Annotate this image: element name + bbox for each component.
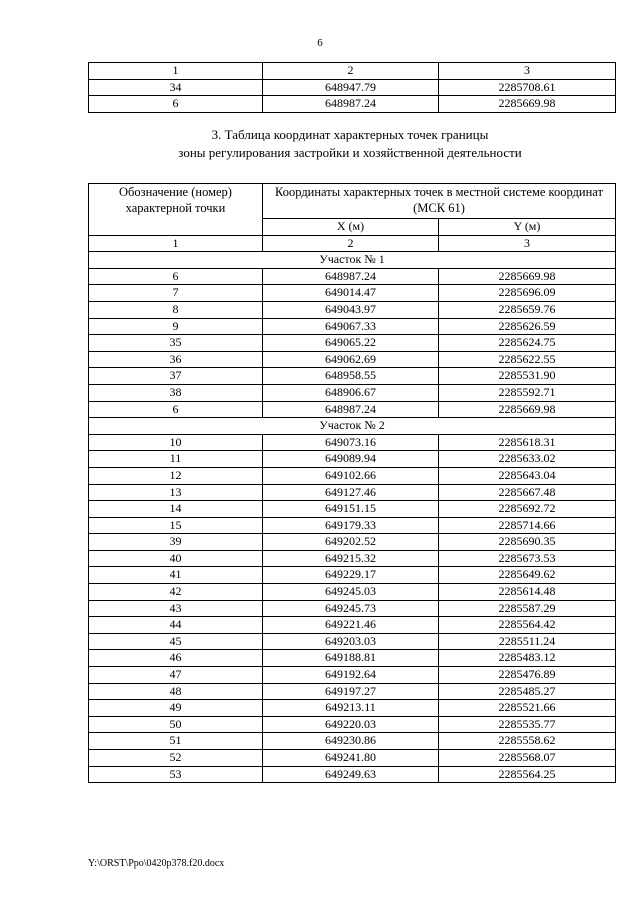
table-row	[89, 633, 616, 650]
point-number-cell: 6	[89, 401, 263, 418]
column-number: 2	[263, 235, 439, 252]
point-number-cell: 6	[89, 96, 263, 113]
point-number-cell: 11	[89, 451, 263, 468]
point-number-cell: 14	[89, 501, 263, 518]
x-coordinate-cell: 649151.15	[263, 501, 439, 518]
x-coordinate-cell: 648947.79	[263, 79, 439, 96]
point-number-cell: 13	[89, 484, 263, 501]
point-number-cell: 48	[89, 683, 263, 700]
x-coordinate-cell: 649197.27	[263, 683, 439, 700]
page-number: 6	[317, 37, 323, 49]
table-row	[89, 617, 616, 634]
table-row	[89, 550, 616, 567]
coordinates-header: Координаты характерных точек в местной системе координат (МСК 61)	[263, 184, 616, 219]
point-number-cell: 47	[89, 667, 263, 684]
y-coordinate-cell: 2285643.04	[439, 467, 616, 484]
x-coordinate-cell: 649215.32	[263, 550, 439, 567]
x-coordinate-cell: 649245.73	[263, 600, 439, 617]
section-title-cell: Участок № 1	[89, 252, 616, 269]
y-coordinate-cell: 2285626.59	[439, 318, 616, 335]
x-coordinate-cell: 649127.46	[263, 484, 439, 501]
x-coordinate-cell: 649202.52	[263, 534, 439, 551]
point-number-cell: 51	[89, 733, 263, 750]
point-number-cell: 43	[89, 600, 263, 617]
x-coordinate-cell: 649043.97	[263, 301, 439, 318]
x-coordinate-cell: 649241.80	[263, 750, 439, 767]
table-row	[89, 517, 616, 534]
y-coordinate-cell: 2285485.27	[439, 683, 616, 700]
point-number-cell: 37	[89, 368, 263, 385]
column-number-row	[89, 235, 616, 252]
x-coordinate-cell: 648958.55	[263, 368, 439, 385]
y-coordinate-cell: 2285564.42	[439, 617, 616, 634]
x-coordinate-cell: 648987.24	[263, 268, 439, 285]
continuation-table	[88, 62, 616, 113]
y-coordinate-cell: 2285669.98	[439, 96, 616, 113]
point-number-cell: 38	[89, 384, 263, 401]
table-row	[89, 567, 616, 584]
table-row	[89, 467, 616, 484]
x-header: X (м)	[263, 219, 439, 236]
table-row	[89, 484, 616, 501]
x-coordinate-cell: 648987.24	[263, 96, 439, 113]
point-number-cell: 10	[89, 434, 263, 451]
y-coordinate-cell: 2285476.89	[439, 667, 616, 684]
point-number-cell: 35	[89, 335, 263, 352]
x-coordinate-cell: 649213.11	[263, 700, 439, 717]
section-title-line: 3. Таблица координат характерных точек границы	[211, 127, 489, 142]
x-coordinate-cell: 649179.33	[263, 517, 439, 534]
y-coordinate-cell: 2285649.62	[439, 567, 616, 584]
section-row	[89, 252, 616, 269]
point-number-cell: 46	[89, 650, 263, 667]
y-coordinate-cell: 2285483.12	[439, 650, 616, 667]
y-coordinate-cell: 2285521.66	[439, 700, 616, 717]
point-number-cell: 9	[89, 318, 263, 335]
x-coordinate-cell: 649245.03	[263, 584, 439, 601]
table-row	[89, 683, 616, 700]
table-row	[89, 384, 616, 401]
section-title-line: зоны регулирования застройки и хозяйственной деятельности	[178, 145, 522, 160]
point-number-cell: 52	[89, 750, 263, 767]
coordinates-table	[88, 183, 616, 783]
y-coordinate-cell: 2285690.35	[439, 534, 616, 551]
y-header: Y (м)	[439, 219, 616, 236]
x-coordinate-cell: 648906.67	[263, 384, 439, 401]
y-coordinate-cell: 2285558.62	[439, 733, 616, 750]
y-coordinate-cell: 2285696.09	[439, 285, 616, 302]
column-number: 3	[439, 63, 616, 80]
y-coordinate-cell: 2285673.53	[439, 550, 616, 567]
section-title-cell: Участок № 2	[89, 418, 616, 435]
point-number-cell: 12	[89, 467, 263, 484]
x-coordinate-cell: 649089.94	[263, 451, 439, 468]
point-number-cell: 7	[89, 285, 263, 302]
table-row	[89, 401, 616, 418]
x-coordinate-cell: 649192.64	[263, 667, 439, 684]
point-number-cell: 34	[89, 79, 263, 96]
y-coordinate-cell: 2285587.29	[439, 600, 616, 617]
table-row	[89, 79, 616, 96]
y-coordinate-cell: 2285511.24	[439, 633, 616, 650]
y-coordinate-cell: 2285667.48	[439, 484, 616, 501]
x-coordinate-cell: 649221.46	[263, 617, 439, 634]
y-coordinate-cell: 2285708.61	[439, 79, 616, 96]
table-row	[89, 667, 616, 684]
x-coordinate-cell: 649249.63	[263, 766, 439, 783]
point-number-cell: 41	[89, 567, 263, 584]
x-coordinate-cell: 649229.17	[263, 567, 439, 584]
table-row	[89, 766, 616, 783]
table-row	[89, 335, 616, 352]
point-number-cell: 45	[89, 633, 263, 650]
y-coordinate-cell: 2285633.02	[439, 451, 616, 468]
y-coordinate-cell: 2285659.76	[439, 301, 616, 318]
table-row	[89, 700, 616, 717]
x-coordinate-cell: 649188.81	[263, 650, 439, 667]
table-header-row	[89, 184, 616, 219]
table-row	[89, 96, 616, 113]
table-row	[89, 600, 616, 617]
x-coordinate-cell: 649230.86	[263, 733, 439, 750]
column-number: 1	[89, 235, 263, 252]
x-coordinate-cell: 649065.22	[263, 335, 439, 352]
table-row	[89, 501, 616, 518]
point-number-cell: 6	[89, 268, 263, 285]
table-row	[89, 451, 616, 468]
y-coordinate-cell: 2285592.71	[439, 384, 616, 401]
table-row	[89, 733, 616, 750]
table-row	[89, 368, 616, 385]
table-row	[89, 584, 616, 601]
table-row	[89, 351, 616, 368]
y-coordinate-cell: 2285564.25	[439, 766, 616, 783]
point-number-cell: 40	[89, 550, 263, 567]
column-number-row	[89, 63, 616, 80]
point-number-cell: 42	[89, 584, 263, 601]
x-coordinate-cell: 649220.03	[263, 716, 439, 733]
column-number: 2	[263, 63, 439, 80]
y-coordinate-cell: 2285692.72	[439, 501, 616, 518]
file-path-footer: Y:\ORST\Ppo\0420p378.f20.docx	[88, 858, 225, 869]
y-coordinate-cell: 2285535.77	[439, 716, 616, 733]
designation-header: Обозначение (номер) характерной точки	[89, 184, 263, 236]
x-coordinate-cell: 649067.33	[263, 318, 439, 335]
x-coordinate-cell: 649073.16	[263, 434, 439, 451]
y-coordinate-cell: 2285568.07	[439, 750, 616, 767]
point-number-cell: 53	[89, 766, 263, 783]
point-number-cell: 44	[89, 617, 263, 634]
y-coordinate-cell: 2285531.90	[439, 368, 616, 385]
x-coordinate-cell: 649062.69	[263, 351, 439, 368]
x-coordinate-cell: 649203.03	[263, 633, 439, 650]
y-coordinate-cell: 2285618.31	[439, 434, 616, 451]
section-row	[89, 418, 616, 435]
table-row	[89, 318, 616, 335]
point-number-cell: 50	[89, 716, 263, 733]
table-row	[89, 301, 616, 318]
table-row	[89, 650, 616, 667]
y-coordinate-cell: 2285624.75	[439, 335, 616, 352]
table-row	[89, 716, 616, 733]
x-coordinate-cell: 649014.47	[263, 285, 439, 302]
column-number: 1	[89, 63, 263, 80]
point-number-cell: 39	[89, 534, 263, 551]
x-coordinate-cell: 648987.24	[263, 401, 439, 418]
table-row	[89, 268, 616, 285]
section-title	[0, 126, 640, 162]
x-coordinate-cell: 649102.66	[263, 467, 439, 484]
table-row	[89, 534, 616, 551]
table-row	[89, 750, 616, 767]
point-number-cell: 49	[89, 700, 263, 717]
y-coordinate-cell: 2285714.66	[439, 517, 616, 534]
y-coordinate-cell: 2285622.55	[439, 351, 616, 368]
table-row	[89, 434, 616, 451]
column-number: 3	[439, 235, 616, 252]
y-coordinate-cell: 2285669.98	[439, 401, 616, 418]
point-number-cell: 8	[89, 301, 263, 318]
table-row	[89, 285, 616, 302]
point-number-cell: 15	[89, 517, 263, 534]
y-coordinate-cell: 2285614.48	[439, 584, 616, 601]
point-number-cell: 36	[89, 351, 263, 368]
y-coordinate-cell: 2285669.98	[439, 268, 616, 285]
